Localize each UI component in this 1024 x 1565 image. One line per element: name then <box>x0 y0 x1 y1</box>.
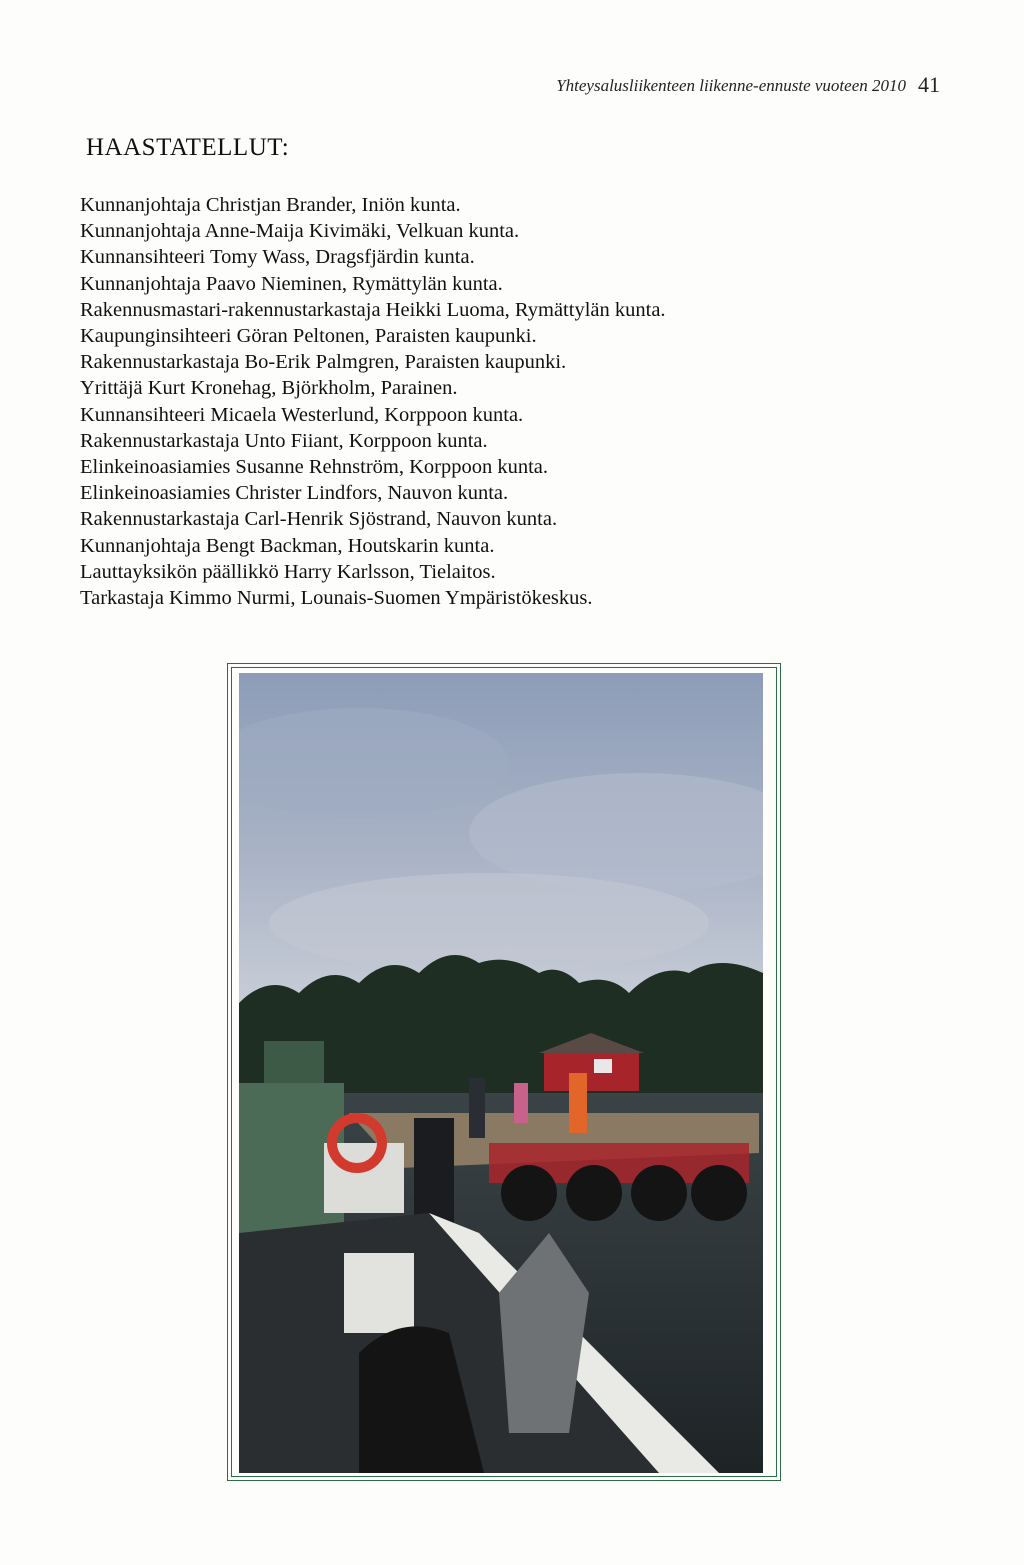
list-item: Kunnanjohtaja Christjan Brander, Iniön kunta. <box>80 194 461 216</box>
list-item: Elinkeinoasiamies Christer Lindfors, Nauvon kunta. <box>80 482 509 505</box>
list-item: Kunnanjohtaja Anne-Maija Kivimäki, Velkuan kunta. <box>80 220 520 243</box>
list-item: Kunnanjohtaja Bengt Backman, Houtskarin kunta. <box>80 534 495 557</box>
fender-tyre <box>501 1165 557 1221</box>
photo-illustration <box>239 673 763 1473</box>
fender-tyre <box>566 1165 622 1221</box>
running-title: Yhteysalusliikenteen liikenne-ennuste vuoteen 2010 <box>556 76 906 95</box>
list-item: Kunnansihteeri Micaela Westerlund, Korppoon kunta. <box>80 403 524 426</box>
red-hut-window <box>594 1059 612 1073</box>
list-item: Rakennustarkastaja Bo-Erik Palmgren, Paraisten kaupunki. <box>80 351 567 374</box>
list-item: Kunnanjohtaja Paavo Nieminen, Rymättylän kunta. <box>80 272 503 295</box>
list-item: Rakennustarkastaja Unto Fiiant, Korppoon kunta. <box>80 429 488 452</box>
running-header <box>0 72 1024 102</box>
fender-tyre <box>631 1165 687 1221</box>
list-item: Tarkastaja Kimmo Nurmi, Lounais-Suomen Ympäristökeskus. <box>80 587 593 610</box>
list-item: Kunnansihteeri Tomy Wass, Dragsfjärdin kunta. <box>80 246 475 269</box>
person-dark <box>469 1078 485 1138</box>
list-item: Lauttayksikön päällikkö Harry Karlsson, Tielaitos. <box>80 560 496 583</box>
person-pink <box>514 1083 528 1123</box>
list-item: Rakennustarkastaja Carl-Henrik Sjöstrand, Nauvon kunta. <box>80 508 558 531</box>
interviewee-list <box>80 192 780 611</box>
deck-box <box>344 1253 414 1333</box>
list-item: Kaupunginsihteeri Göran Peltonen, Paraisten kaupunki. <box>80 325 537 348</box>
fender-tyre <box>691 1165 747 1221</box>
cloud <box>269 873 709 973</box>
person-crew <box>414 1118 454 1228</box>
page-number: 41 <box>918 72 940 97</box>
person-orange <box>569 1073 587 1133</box>
list-item: Rakennusmastari-rakennustarkastaja Heikki Luoma, Rymättylän kunta. <box>80 298 666 321</box>
ferry-dock-photo <box>239 673 763 1473</box>
list-item: Elinkeinoasiamies Susanne Rehnström, Korppoon kunta. <box>80 456 549 479</box>
section-heading: HAASTATELLUT: <box>86 134 290 161</box>
list-item: Yrittäjä Kurt Kronehag, Björkholm, Parainen. <box>80 377 458 400</box>
red-hut <box>544 1051 639 1091</box>
